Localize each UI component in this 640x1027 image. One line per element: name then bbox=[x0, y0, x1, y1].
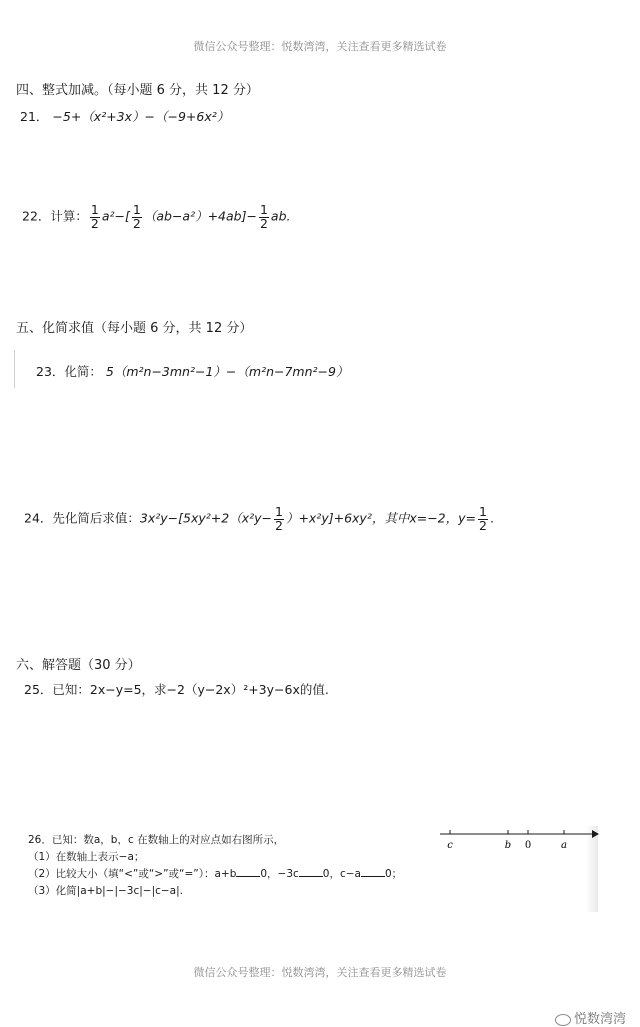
margin-divider bbox=[14, 350, 15, 388]
question-25: 25．已知：2x−y=5，求−2（y−2x）²+3y−6x的值. bbox=[24, 682, 329, 697]
item-2-text-b: 0，−3c bbox=[260, 868, 299, 880]
item-2-text-d: 0； bbox=[384, 868, 403, 880]
section-6-title: 六、解答题（30 分） bbox=[16, 658, 141, 673]
question-22-number: 22．计算： bbox=[22, 208, 88, 224]
answer-blank[interactable] bbox=[299, 866, 323, 877]
logo-text: 悦数湾湾 bbox=[573, 1012, 626, 1027]
fraction-denominator: 2 bbox=[274, 517, 283, 533]
question-23 bbox=[36, 362, 348, 380]
label-b: b bbox=[504, 840, 512, 851]
question-26-item-3: （3）化简|a+b|−|−3c|−|c−a|. bbox=[28, 885, 183, 897]
fraction-half bbox=[90, 204, 100, 230]
fraction-numerator: 1 bbox=[274, 504, 283, 519]
fraction-half bbox=[478, 506, 488, 532]
question-23-expression: 5（m²n−3mn²−1）−（m²n−7mn²−9） bbox=[105, 364, 349, 379]
question-24-number: 24．先化简后求值： bbox=[24, 510, 140, 526]
fraction-denominator: 2 bbox=[90, 215, 99, 231]
question-22-part1: a²−[ bbox=[101, 208, 130, 224]
question-24 bbox=[24, 506, 494, 532]
item-2-text-c: 0，c−a bbox=[322, 868, 361, 880]
fraction-numerator: 1 bbox=[479, 504, 487, 519]
question-26-item-1: （1）在数轴上表示−a； bbox=[28, 851, 145, 863]
fraction-half bbox=[259, 204, 269, 230]
question-21-number: 21． bbox=[20, 109, 49, 124]
question-21 bbox=[20, 107, 229, 125]
question-24-part3: . bbox=[489, 510, 494, 526]
page-footer: 微信公众号整理：悦数湾湾，关注查看更多精选试卷 bbox=[193, 966, 447, 979]
fraction-numerator: 1 bbox=[259, 202, 268, 217]
question-26-intro: 26．已知：数a，b，c 在数轴上的对应点如右图所示， bbox=[28, 834, 285, 846]
wechat-bubble-icon bbox=[555, 1014, 571, 1026]
number-line-arrow bbox=[592, 830, 599, 838]
item-2-text-a: （2）比较大小（填“<”或“>”或“=”）：a+b bbox=[28, 868, 237, 880]
label-c: c bbox=[447, 840, 453, 851]
section-5-title: 五、化简求值（每小题 6 分，共 12 分） bbox=[16, 321, 253, 336]
question-23-number: 23．化简： bbox=[36, 364, 102, 379]
question-22 bbox=[22, 204, 291, 230]
fraction-half bbox=[132, 204, 142, 230]
question-21-expression: −5+（x²+3x）−（−9+6x²） bbox=[52, 109, 230, 124]
question-24-part1: 3x²y−[5xy²+2（x²y− bbox=[139, 510, 272, 526]
label-a: a bbox=[561, 840, 567, 851]
fraction-numerator: 1 bbox=[132, 202, 141, 217]
fraction-half bbox=[274, 506, 284, 532]
question-26-item-2 bbox=[28, 866, 402, 883]
label-0: 0 bbox=[524, 840, 532, 851]
number-line-diagram bbox=[436, 826, 600, 856]
question-24-part2: ）+x²y]+6xy²，其中x=−2，y= bbox=[285, 510, 476, 526]
question-22-part3: ab. bbox=[270, 208, 291, 224]
answer-blank[interactable] bbox=[361, 866, 385, 877]
section-4-title: 四、整式加减。（每小题 6 分，共 12 分） bbox=[16, 83, 259, 98]
fraction-denominator: 2 bbox=[479, 517, 487, 533]
page-header: 微信公众号整理：悦数湾湾，关注查看更多精选试卷 bbox=[193, 40, 447, 53]
fraction-denominator: 2 bbox=[259, 215, 268, 231]
fraction-denominator: 2 bbox=[132, 215, 141, 231]
question-26 bbox=[28, 832, 402, 900]
fraction-numerator: 1 bbox=[90, 202, 99, 217]
answer-blank[interactable] bbox=[236, 866, 260, 877]
question-22-part2: （ab−a²）+4ab]− bbox=[143, 208, 257, 224]
wechat-logo bbox=[555, 1008, 626, 1027]
